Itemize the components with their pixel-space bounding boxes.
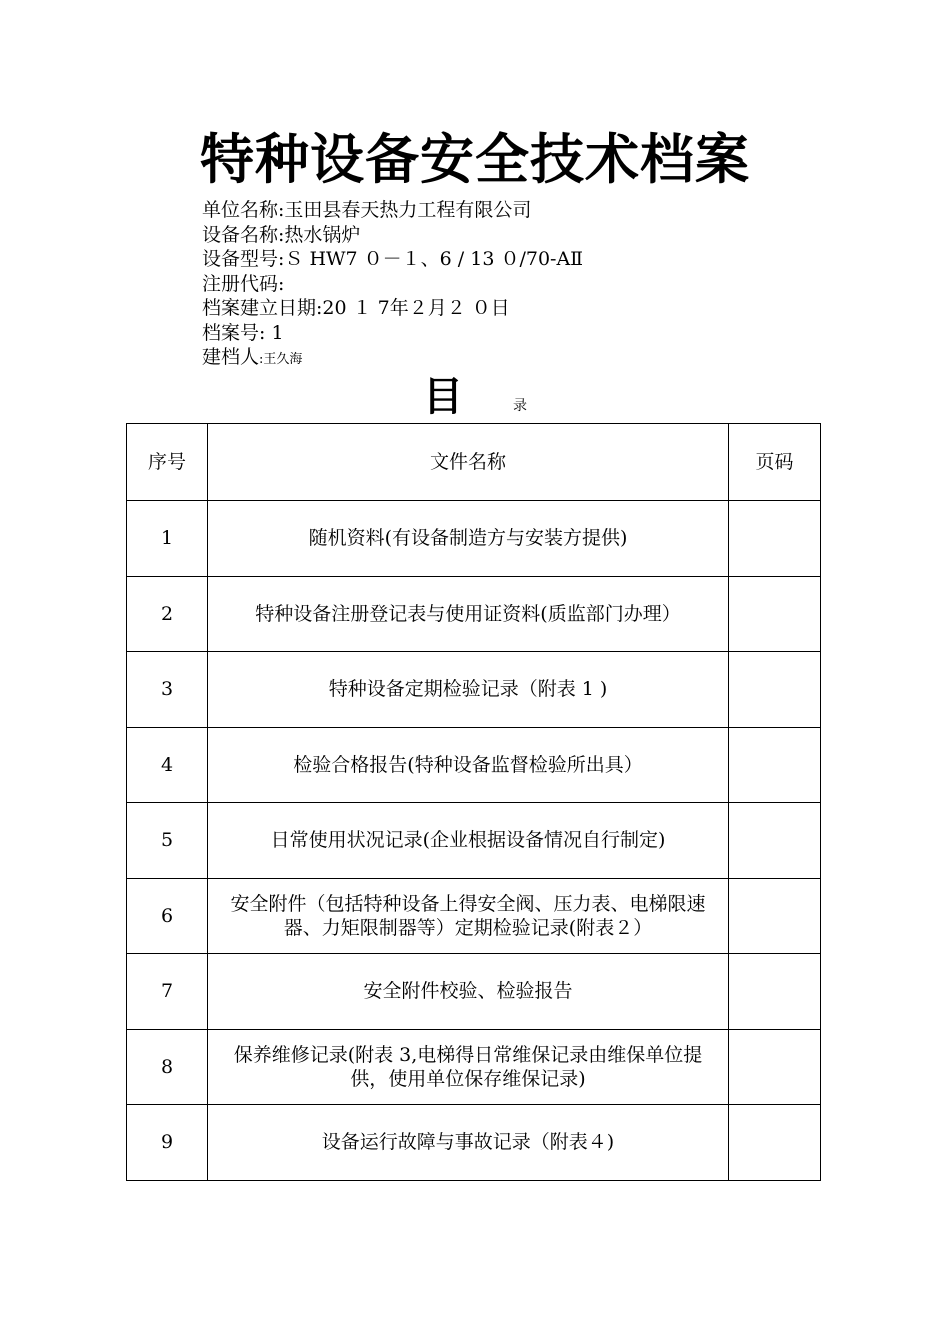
row-file-name: 特种设备注册登记表与使用证资料(质监部门办理）	[208, 576, 729, 652]
table-row	[127, 727, 821, 803]
row-page	[729, 803, 821, 879]
row-number: 5	[127, 803, 208, 879]
row-file-name: 设备运行故障与事故记录（附表４)	[208, 1105, 729, 1181]
page-title: 特种设备安全技术档案	[200, 128, 750, 191]
table-row	[127, 878, 821, 954]
row-page	[729, 878, 821, 954]
row-number: 2	[127, 576, 208, 652]
toc-header-row	[127, 424, 821, 501]
row-page	[729, 501, 821, 577]
row-file-name: 检验合格报告(特种设备监督检验所出具）	[208, 727, 729, 803]
toc-heading	[0, 372, 950, 422]
row-file-name: 安全附件（包括特种设备上得安全阀、压力表、电梯限速器、力矩限制器等）定期检验记录(附表２）	[208, 878, 729, 954]
row-page	[729, 727, 821, 803]
row-number: 9	[127, 1105, 208, 1181]
row-file-name: 特种设备定期检验记录（附表 1 )	[208, 652, 729, 728]
row-number: 1	[127, 501, 208, 577]
archive-info-block	[202, 198, 583, 373]
archivist-label: 建档人	[202, 346, 260, 368]
column-header-number: 序号	[127, 424, 208, 501]
row-page	[729, 1029, 821, 1105]
archive-number-line: 档案号: 1	[202, 321, 284, 344]
row-number: 6	[127, 878, 208, 954]
row-page	[729, 576, 821, 652]
row-number: 7	[127, 954, 208, 1030]
row-page	[729, 1105, 821, 1181]
table-row	[127, 803, 821, 879]
row-number: 8	[127, 1029, 208, 1105]
archivist-line	[202, 345, 583, 373]
row-file-name: 日常使用状况记录(企业根据设备情况自行制定)	[208, 803, 729, 879]
table-row	[127, 1029, 821, 1105]
row-file-name: 随机资料(有设备制造方与安装方提供)	[208, 501, 729, 577]
row-page	[729, 954, 821, 1030]
row-file-name: 安全附件校验、检验报告	[208, 954, 729, 1030]
toc-heading-small: 录	[513, 398, 527, 414]
equipment-name-line: 设备名称:热水锅炉	[202, 223, 361, 246]
table-row	[127, 501, 821, 577]
toc-table	[126, 423, 821, 1181]
table-row	[127, 1105, 821, 1181]
row-file-name: 保养维修记录(附表 3,电梯得日常维保记录由维保单位提供，使用单位保存维保记录)	[208, 1029, 729, 1105]
archivist-name: :王久海	[259, 352, 303, 367]
registration-code-line: 注册代码:	[202, 272, 285, 295]
table-row	[127, 954, 821, 1030]
equipment-model-line: 设备型号:Ｓ HW7 ０－１、6 / 13 ０/70-AⅡ	[202, 248, 584, 270]
table-row	[127, 652, 821, 728]
row-page	[729, 652, 821, 728]
toc-heading-main: 目	[423, 374, 463, 420]
row-number: 4	[127, 727, 208, 803]
column-header-page: 页码	[729, 424, 821, 501]
table-row	[127, 576, 821, 652]
row-number: 3	[127, 652, 208, 728]
established-date-line: 档案建立日期:20 １ 7年２月２ ０日	[202, 297, 510, 319]
column-header-file-name: 文件名称	[208, 424, 729, 501]
unit-name-line: 单位名称:玉田县春天热力工程有限公司	[202, 199, 532, 221]
